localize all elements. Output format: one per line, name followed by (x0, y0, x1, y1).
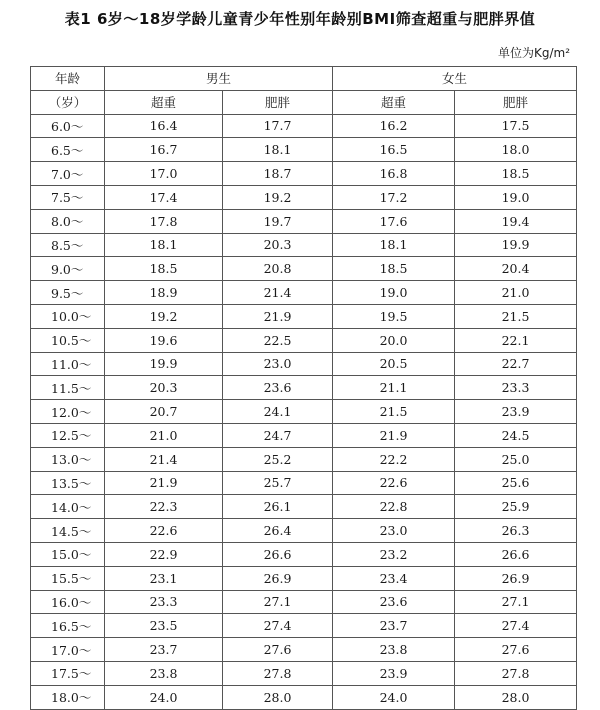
female-obese-cell: 26.9 (455, 566, 577, 590)
table-row (31, 471, 577, 495)
female-obese-cell: 28.0 (455, 685, 577, 709)
female-obese-cell: 18.0 (455, 138, 577, 162)
header-female: 女生 (333, 67, 577, 91)
bmi-table (30, 66, 577, 710)
age-cell: 15.5～ (31, 566, 105, 590)
male-overweight-cell: 22.6 (105, 519, 223, 543)
age-cell: 13.5～ (31, 471, 105, 495)
female-overweight-cell: 20.5 (333, 352, 455, 376)
male-obese-cell: 23.6 (223, 376, 333, 400)
age-cell: 6.5～ (31, 138, 105, 162)
female-obese-cell: 22.7 (455, 352, 577, 376)
female-overweight-cell: 22.6 (333, 471, 455, 495)
female-overweight-cell: 19.0 (333, 281, 455, 305)
age-cell: 7.5～ (31, 185, 105, 209)
table-row (31, 423, 577, 447)
male-obese-cell: 19.7 (223, 209, 333, 233)
female-overweight-cell: 16.8 (333, 162, 455, 186)
age-cell: 17.0～ (31, 638, 105, 662)
female-overweight-cell: 23.8 (333, 638, 455, 662)
female-obese-cell: 17.5 (455, 114, 577, 138)
male-obese-cell: 25.7 (223, 471, 333, 495)
female-overweight-cell: 17.6 (333, 209, 455, 233)
male-overweight-cell: 21.4 (105, 447, 223, 471)
table-row (31, 590, 577, 614)
female-obese-cell: 26.3 (455, 519, 577, 543)
male-overweight-cell: 22.9 (105, 542, 223, 566)
female-overweight-cell: 22.8 (333, 495, 455, 519)
female-obese-cell: 19.9 (455, 233, 577, 257)
female-obese-cell: 27.8 (455, 661, 577, 685)
male-obese-cell: 17.7 (223, 114, 333, 138)
female-obese-cell: 23.3 (455, 376, 577, 400)
male-overweight-cell: 23.5 (105, 614, 223, 638)
male-obese-cell: 27.1 (223, 590, 333, 614)
unit-label: 单位为Kg/m² (497, 46, 570, 60)
table-header (31, 67, 577, 115)
age-cell: 10.0～ (31, 304, 105, 328)
female-overweight-cell: 23.6 (333, 590, 455, 614)
table-row (31, 304, 577, 328)
female-overweight-cell: 22.2 (333, 447, 455, 471)
female-overweight-cell: 21.5 (333, 400, 455, 424)
table-row (31, 328, 577, 352)
female-overweight-cell: 18.1 (333, 233, 455, 257)
female-overweight-cell: 16.5 (333, 138, 455, 162)
male-overweight-cell: 23.1 (105, 566, 223, 590)
female-obese-cell: 21.0 (455, 281, 577, 305)
male-obese-cell: 22.5 (223, 328, 333, 352)
male-overweight-cell: 17.0 (105, 162, 223, 186)
table-row (31, 614, 577, 638)
male-obese-cell: 24.7 (223, 423, 333, 447)
age-cell: 9.5～ (31, 281, 105, 305)
age-cell: 14.5～ (31, 519, 105, 543)
male-obese-cell: 18.7 (223, 162, 333, 186)
age-cell: 17.5～ (31, 661, 105, 685)
table-row (31, 685, 577, 709)
age-cell: 12.0～ (31, 400, 105, 424)
male-obese-cell: 26.4 (223, 519, 333, 543)
header-female-overweight: 超重 (333, 90, 455, 114)
male-overweight-cell: 18.9 (105, 281, 223, 305)
male-overweight-cell: 23.3 (105, 590, 223, 614)
female-obese-cell: 25.6 (455, 471, 577, 495)
male-overweight-cell: 19.6 (105, 328, 223, 352)
female-overweight-cell: 24.0 (333, 685, 455, 709)
male-obese-cell: 19.2 (223, 185, 333, 209)
female-obese-cell: 24.5 (455, 423, 577, 447)
female-obese-cell: 27.4 (455, 614, 577, 638)
female-overweight-cell: 23.9 (333, 661, 455, 685)
female-overweight-cell: 23.7 (333, 614, 455, 638)
table-body (31, 114, 577, 709)
age-cell: 8.5～ (31, 233, 105, 257)
male-overweight-cell: 16.7 (105, 138, 223, 162)
age-cell: 15.0～ (31, 542, 105, 566)
age-cell: 11.5～ (31, 376, 105, 400)
header-age-line1: 年龄 (31, 67, 105, 91)
table-row (31, 138, 577, 162)
table-row (31, 542, 577, 566)
age-cell: 13.0～ (31, 447, 105, 471)
male-overweight-cell: 17.8 (105, 209, 223, 233)
table-row (31, 257, 577, 281)
female-overweight-cell: 20.0 (333, 328, 455, 352)
table-row (31, 638, 577, 662)
female-obese-cell: 21.5 (455, 304, 577, 328)
table-row (31, 352, 577, 376)
female-obese-cell: 18.5 (455, 162, 577, 186)
age-cell: 8.0～ (31, 209, 105, 233)
female-overweight-cell: 23.4 (333, 566, 455, 590)
age-cell: 16.5～ (31, 614, 105, 638)
male-overweight-cell: 17.4 (105, 185, 223, 209)
male-overweight-cell: 18.5 (105, 257, 223, 281)
male-overweight-cell: 21.0 (105, 423, 223, 447)
header-male-obese: 肥胖 (223, 90, 333, 114)
male-obese-cell: 20.8 (223, 257, 333, 281)
male-obese-cell: 23.0 (223, 352, 333, 376)
male-obese-cell: 27.8 (223, 661, 333, 685)
male-obese-cell: 18.1 (223, 138, 333, 162)
male-overweight-cell: 20.7 (105, 400, 223, 424)
female-obese-cell: 19.0 (455, 185, 577, 209)
age-cell: 9.0～ (31, 257, 105, 281)
male-obese-cell: 26.9 (223, 566, 333, 590)
male-obese-cell: 21.4 (223, 281, 333, 305)
male-overweight-cell: 18.1 (105, 233, 223, 257)
header-female-obese: 肥胖 (455, 90, 577, 114)
male-obese-cell: 21.9 (223, 304, 333, 328)
female-overweight-cell: 17.2 (333, 185, 455, 209)
header-male-overweight: 超重 (105, 90, 223, 114)
female-obese-cell: 22.1 (455, 328, 577, 352)
male-obese-cell: 27.4 (223, 614, 333, 638)
male-obese-cell: 26.1 (223, 495, 333, 519)
female-overweight-cell: 21.1 (333, 376, 455, 400)
male-overweight-cell: 21.9 (105, 471, 223, 495)
table-row (31, 233, 577, 257)
table-row (31, 114, 577, 138)
header-age-line2: （岁） (31, 90, 105, 114)
female-obese-cell: 19.4 (455, 209, 577, 233)
female-obese-cell: 25.9 (455, 495, 577, 519)
female-overweight-cell: 23.0 (333, 519, 455, 543)
male-obese-cell: 26.6 (223, 542, 333, 566)
female-obese-cell: 26.6 (455, 542, 577, 566)
male-overweight-cell: 16.4 (105, 114, 223, 138)
age-cell: 6.0～ (31, 114, 105, 138)
table-row (31, 519, 577, 543)
male-obese-cell: 28.0 (223, 685, 333, 709)
age-cell: 11.0～ (31, 352, 105, 376)
age-cell: 10.5～ (31, 328, 105, 352)
male-overweight-cell: 22.3 (105, 495, 223, 519)
female-overweight-cell: 23.2 (333, 542, 455, 566)
table-row (31, 400, 577, 424)
table-row (31, 495, 577, 519)
table-row (31, 185, 577, 209)
age-cell: 7.0～ (31, 162, 105, 186)
female-obese-cell: 25.0 (455, 447, 577, 471)
male-obese-cell: 25.2 (223, 447, 333, 471)
male-obese-cell: 20.3 (223, 233, 333, 257)
female-overweight-cell: 18.5 (333, 257, 455, 281)
female-obese-cell: 27.1 (455, 590, 577, 614)
table-row (31, 661, 577, 685)
male-overweight-cell: 24.0 (105, 685, 223, 709)
age-cell: 12.5～ (31, 423, 105, 447)
table-row (31, 162, 577, 186)
male-overweight-cell: 19.2 (105, 304, 223, 328)
male-overweight-cell: 23.7 (105, 638, 223, 662)
table-title: 表1 6岁～18岁学龄儿童青少年性别年龄别BMI筛查超重与肥胖界值 (64, 10, 536, 28)
age-cell: 18.0～ (31, 685, 105, 709)
table-row (31, 566, 577, 590)
male-overweight-cell: 19.9 (105, 352, 223, 376)
table-row (31, 209, 577, 233)
table-row (31, 281, 577, 305)
female-obese-cell: 20.4 (455, 257, 577, 281)
female-obese-cell: 23.9 (455, 400, 577, 424)
male-obese-cell: 27.6 (223, 638, 333, 662)
female-overweight-cell: 21.9 (333, 423, 455, 447)
female-obese-cell: 27.6 (455, 638, 577, 662)
male-overweight-cell: 20.3 (105, 376, 223, 400)
header-male: 男生 (105, 67, 333, 91)
male-obese-cell: 24.1 (223, 400, 333, 424)
female-overweight-cell: 16.2 (333, 114, 455, 138)
age-cell: 16.0～ (31, 590, 105, 614)
male-overweight-cell: 23.8 (105, 661, 223, 685)
age-cell: 14.0～ (31, 495, 105, 519)
female-overweight-cell: 19.5 (333, 304, 455, 328)
table-row (31, 376, 577, 400)
table-row (31, 447, 577, 471)
